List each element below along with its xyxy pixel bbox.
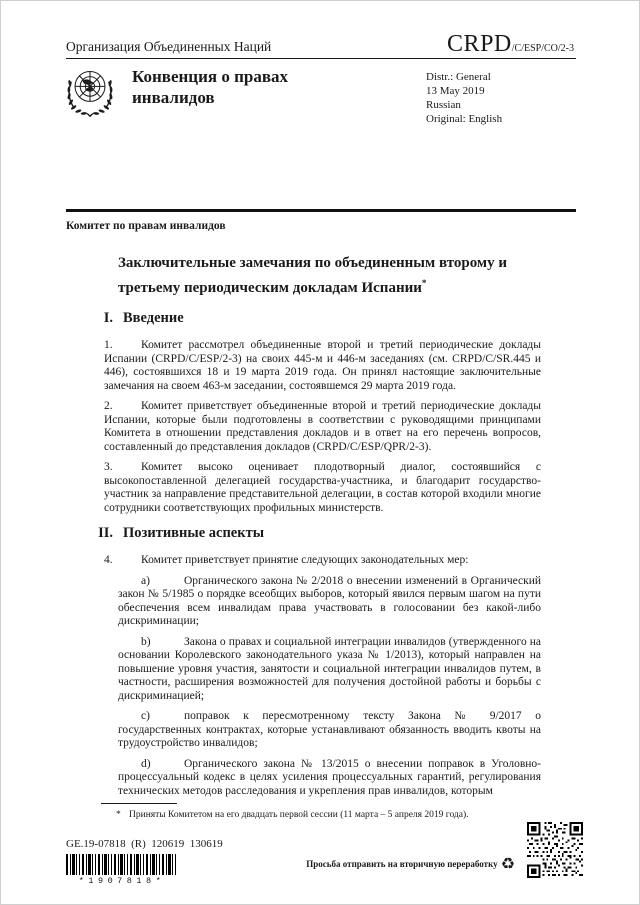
list-item-d bbox=[118, 758, 541, 799]
org-name: Организация Объединенных Наций bbox=[66, 39, 272, 54]
paragraph-3 bbox=[104, 461, 541, 515]
list-item-text: Органического закона № 13/2015 о внесении поправок в Уголовно-процессуальный кодекс в целях усиления процессуальных гарантий, регулирования технических методов расследования и укрепления прав инвалидов, которым bbox=[118, 757, 541, 797]
distr-line: Distr.: General bbox=[426, 71, 491, 83]
barcode-text: *1907818* bbox=[78, 876, 166, 886]
paragraph-text: Комитет высоко оценивает плодотворный диалог, состоявшийся с высокопоставленной делегацией государства-участника, и благодарит государство-участник за направление представительной делегации, в состав которой входили многие сотрудники соответствующих профильных министерств. bbox=[104, 461, 541, 514]
ge-reference: GE.19-07818 (R) 120619 130619 bbox=[66, 838, 223, 850]
list-item-text: поправок к пересмотренному тексту Закона № 9/2017 о государственных контрактах, которые устанавливают обязанность вводить квоты на трудоустройство инвалидов; bbox=[118, 710, 541, 749]
recycle-notice bbox=[306, 856, 515, 872]
barcode bbox=[66, 854, 178, 875]
footnote-separator bbox=[101, 803, 177, 804]
section-heading-positive-aspects bbox=[89, 524, 640, 542]
footnote-text: Приняты Комитетом на его двадцать первой сессии (11 марта – 5 апреля 2019 года). bbox=[129, 810, 469, 820]
header-rule-thin bbox=[66, 58, 576, 59]
footnote bbox=[116, 810, 546, 820]
committee-name: Комитет по правам инвалидов bbox=[66, 220, 226, 232]
paragraph-text: Комитет приветствует принятие следующих законодательных мер: bbox=[141, 554, 469, 566]
distribution-block bbox=[426, 70, 502, 126]
section-numeral: I. bbox=[103, 310, 113, 326]
original-line: Original: English bbox=[426, 113, 503, 125]
list-item-marker: c) bbox=[141, 710, 150, 722]
document-body bbox=[1, 309, 640, 805]
document-symbol-suffix: /C/ESP/CO/2-3 bbox=[511, 43, 574, 54]
document-title bbox=[118, 253, 530, 298]
section-title: Позитивные аспекты bbox=[123, 525, 265, 541]
paragraph-text: Комитет приветствует объединенные второй и третий периодические доклады Испании, которые были подготовлены в соответствии с руководящими принципами Комитета в отношении представления докладов и в ответ на его перечень вопросов, составленный до представления докладов (CRPD/C/ESP/QPR/2-3). bbox=[104, 400, 541, 453]
paragraph-number: 2. bbox=[104, 400, 113, 412]
list-item-c bbox=[118, 710, 541, 751]
list-item-marker: d) bbox=[141, 757, 151, 770]
paragraph-number: 4. bbox=[104, 554, 113, 566]
paragraph-text: Комитет рассмотрел объединенные второй и третий периодические доклады Испании (CRPD/C/ESP/2-3) на своих 445-м и 446-м заседаниях (см. CRPD/C/SR.445 и 446), состоявшихся 18 и 19 марта 2019 года. Он принял настоящие заключительные замечания на своем 463-м заседании, состоявшемся 29 марта 2019 года. bbox=[104, 339, 541, 392]
paragraph-4 bbox=[104, 554, 541, 568]
language-line: Russian bbox=[426, 99, 461, 111]
list-item-marker: b) bbox=[141, 635, 151, 648]
paragraph-1 bbox=[104, 339, 541, 393]
recycle-text: Просьба отправить на вторичную переработку bbox=[306, 859, 498, 869]
document-symbol-main: CRPD bbox=[447, 31, 512, 57]
qr-code bbox=[527, 822, 583, 878]
section-heading-introduction bbox=[89, 309, 640, 327]
list-item-text: Закона о правах и социальной интеграции инвалидов (утвержденного на основании Королевского законодательного указа № 1/2013), который направлен на повышение уровня участия, занятости и социальной интеграции инвалидов путем, в частности, расширения возможностей для получения достойной работы и борьбы с дискриминацией; bbox=[118, 635, 541, 702]
recycle-icon: ♻ bbox=[500, 854, 515, 873]
document-title-text: Заключительные замечания по объединенным второму и третьему периодическим докладам Испании bbox=[118, 255, 508, 296]
section-numeral: II. bbox=[98, 525, 113, 541]
list-item-a bbox=[118, 575, 541, 629]
un-emblem-icon bbox=[62, 64, 118, 120]
footnote-marker: * bbox=[116, 810, 121, 820]
header-rule-thick bbox=[66, 209, 576, 212]
date-line: 13 May 2019 bbox=[426, 85, 485, 97]
paragraph-2 bbox=[104, 400, 541, 454]
document-symbol bbox=[447, 31, 574, 58]
convention-title: Конвенция о правах инвалидов bbox=[132, 67, 289, 107]
list-item-marker: a) bbox=[141, 574, 150, 587]
paragraph-number: 3. bbox=[104, 461, 113, 473]
list-item-b bbox=[118, 636, 541, 704]
list-item-text: Органического закона № 2/2018 о внесении изменений в Органический закон № 5/1985 о порядке всеобщих выборов, который явился первым шагом на пути обеспечения всем инвалидам права участвовать в голосовании без какой-либо дискриминации; bbox=[118, 574, 541, 627]
footnote-marker-ref: * bbox=[421, 278, 427, 288]
paragraph-number: 1. bbox=[104, 339, 113, 351]
section-title: Введение bbox=[123, 310, 184, 326]
